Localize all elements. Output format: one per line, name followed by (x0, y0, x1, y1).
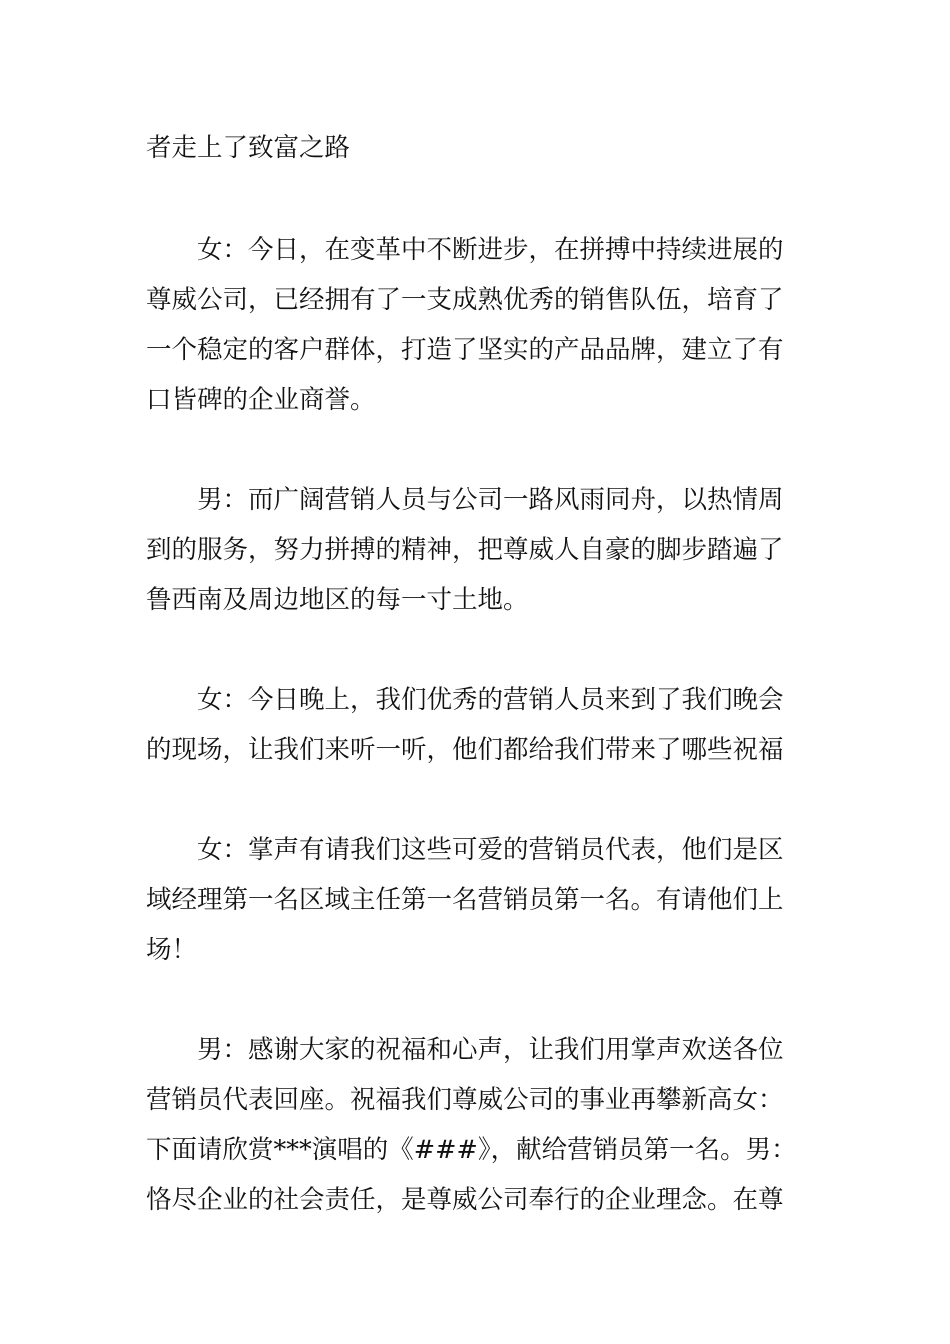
paragraph-female-company-progress: 女：今日，在变革中不断进步，在拼搏中持续进展的尊威公司，已经拥有了一支成熟优秀的销售队伍，培育了一个稳定的客户群体，打造了坚实的产品品牌，建立了有口皆碑的企业商誉。 (146, 235, 784, 415)
paragraph-male-thanks: 男：感谢大家的祝福和心声，让我们用掌声欢送各位营销员代表回座。祝福我们尊威公司的事业再攀新高女：下面请欣赏***演唱的《###》，献给营销员第一名。男：恪尽企业的社会责任，是尊威公司奉行的企业理念。在尊 (146, 1035, 797, 1215)
paragraph-female-applause: 女：掌声有请我们这些可爱的营销员代表，他们是区域经理第一名区域主任第一名营销员第一名。有请他们上场！ (146, 835, 784, 965)
paragraph-continuation: 者走上了致富之路 (146, 133, 351, 163)
paragraph-female-tonight: 女：今日晚上，我们优秀的营销人员来到了我们晚会的现场，让我们来听一听，他们都给我们带来了哪些祝福 (146, 685, 784, 765)
paragraph-male-sales-staff: 男：而广阔营销人员与公司一路风雨同舟，以热情周到的服务，努力拼搏的精神，把尊威人自豪的脚步踏遍了鲁西南及周边地区的每一寸土地。 (146, 485, 784, 615)
